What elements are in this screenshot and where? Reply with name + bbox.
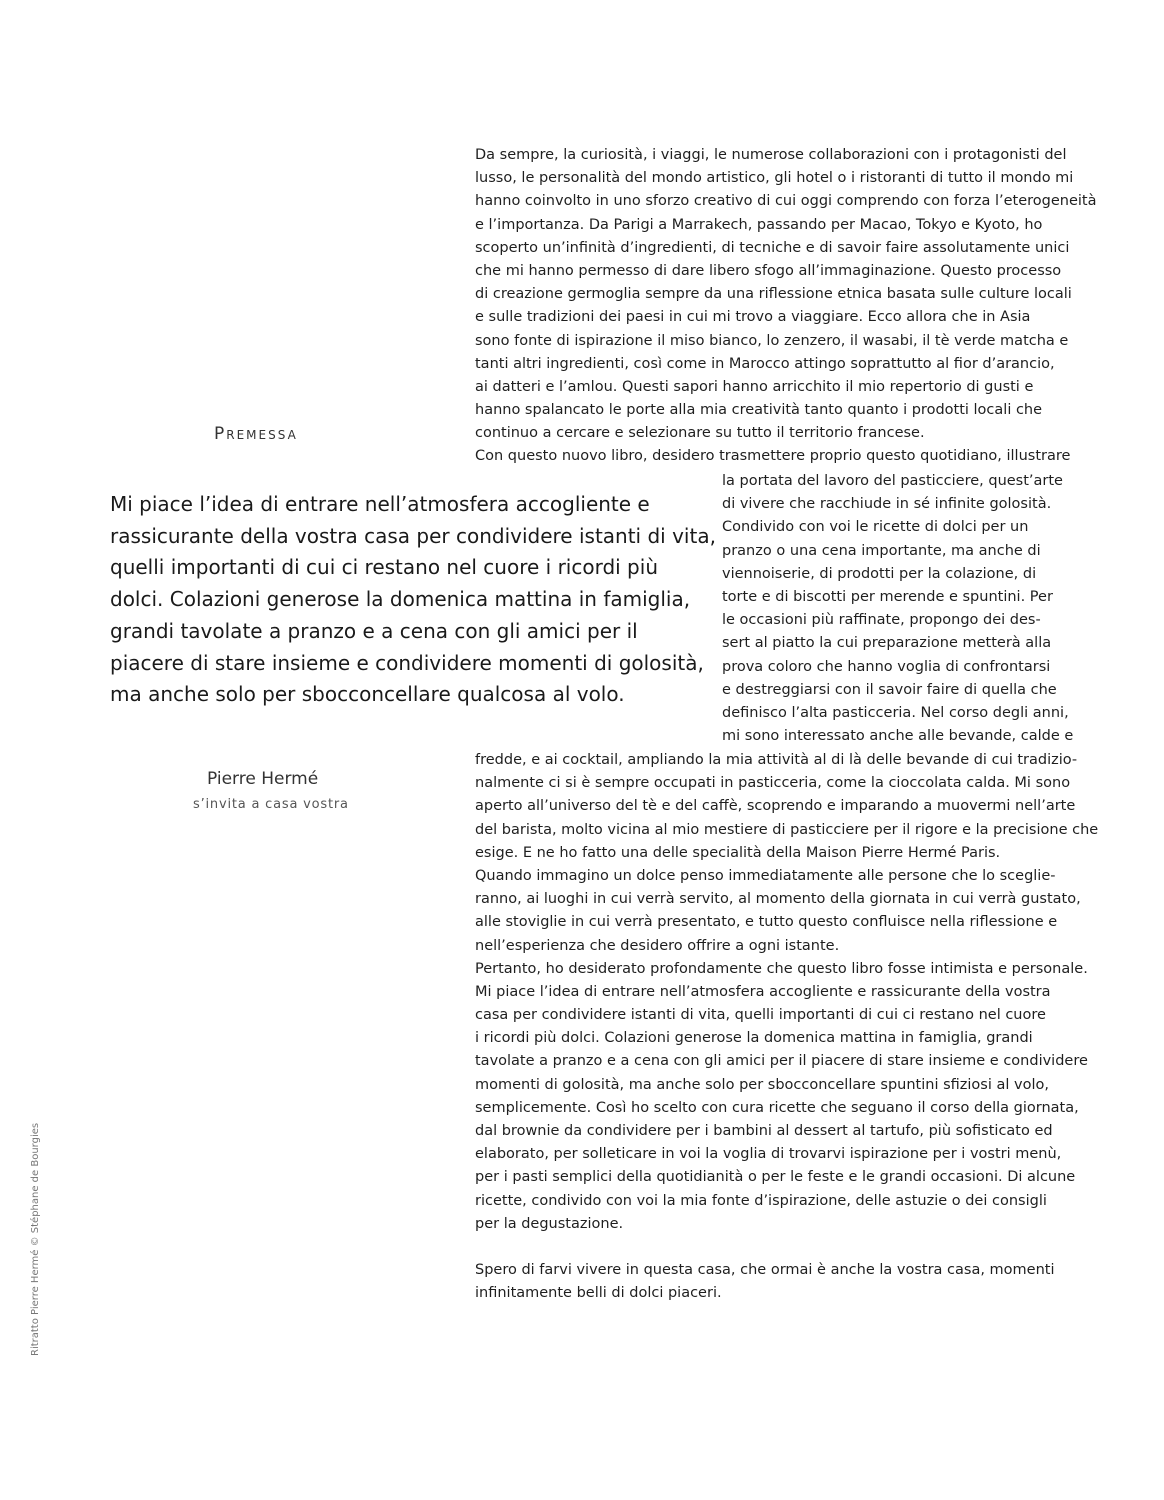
body-line: per la degustazione. <box>475 1215 624 1232</box>
body-line: tavolate a pranzo e a cena con gli amici per il piacere di stare insieme e condividere <box>475 1053 1088 1070</box>
body-line: sert al piatto la cui preparazione metterà alla <box>722 635 1052 652</box>
pull-quote <box>110 489 720 711</box>
body-line: definisco l’alta pasticceria. Nel corso degli anni, <box>722 704 1069 721</box>
body-line: e l’importanza. Da Parigi a Marrakech, passando per Macao, Tokyo e Kyoto, ho <box>475 216 1043 233</box>
body-line: e sulle tradizioni dei paesi in cui mi trovo a viaggiare. Ecco allora che in Asia <box>475 309 1031 326</box>
quote-line: rassicurante della vostra casa per condividere istanti di vita, <box>110 523 716 548</box>
body-line: infinitamente belli di dolci piaceri. <box>475 1285 722 1302</box>
body-line: di vivere che racchiude in sé infinite golosità. <box>722 496 1052 513</box>
body-line: elaborato, per solleticare in voi la voglia di trovarvi ispirazione per i vostri menù, <box>475 1146 1062 1163</box>
body-line: di creazione germoglia sempre da una riflessione etnica basata sulle culture locali <box>475 286 1072 303</box>
body-line: nalmente ci si è sempre occupati in pasticceria, come la cioccolata calda. Mi sono <box>475 775 1071 792</box>
body-line: prova coloro che hanno voglia di confrontarsi <box>722 658 1051 675</box>
quote-line: ma anche solo per sbocconcellare qualcosa al volo. <box>110 682 625 707</box>
body-line: Spero di farvi vivere in questa casa, che ormai è anche la vostra casa, momenti <box>475 1262 1055 1278</box>
body-line: Quando immagino un dolce penso immediatamente alle persone che lo sceglie- <box>475 867 1056 884</box>
body-line: ricette, condivido con voi la mia fonte d’ispirazione, delle astuzie o dei consigli <box>475 1192 1047 1209</box>
body-line: pranzo o una cena importante, ma anche di <box>722 542 1041 559</box>
body-line: esige. E ne ho fatto una delle specialità della Maison Pierre Hermé Paris. <box>475 844 1001 861</box>
body-line: continuo a cercare e selezionare su tutto il territorio francese. <box>475 425 925 442</box>
quote-line: dolci. Colazioni generose la domenica mattina in famiglia, <box>110 587 691 612</box>
body-line: sono fonte di ispirazione il miso bianco, lo zenzero, il wasabi, il tè verde matcha e <box>475 332 1069 349</box>
body-text-block-1 <box>475 144 1096 469</box>
body-line: nell’esperienza che desidero offrire a ogni istante. <box>475 937 840 954</box>
body-line: Mi piace l’idea di entrare nell’atmosfera accogliente e rassicurante della vostra <box>475 983 1051 1000</box>
body-line: momenti di golosità, ma anche solo per sbocconcellare spuntini sfiziosi al volo, <box>475 1076 1049 1093</box>
body-line: e destreggiarsi con il savoir faire di quella che <box>722 681 1057 698</box>
quote-line: piacere di stare insieme e condividere momenti di golosità, <box>110 650 704 675</box>
body-line: torte e di biscotti per merende e spuntini. Per <box>722 588 1053 605</box>
body-line: alle stoviglie in cui verrà presentato, e tutto questo confluisce nella riflessione e <box>475 914 1058 931</box>
photo-credit: Ritratto Pierre Hermé © Stéphane de Bourgies <box>30 1122 41 1356</box>
author-name: Pierre Hermé <box>207 769 319 789</box>
body-line: Pertanto, ho desiderato profondamente che questo libro fosse intimista e personale. <box>475 960 1088 977</box>
body-line: semplicemente. Così ho scelto con cura ricette che seguano il corso della giornata, <box>475 1099 1079 1116</box>
author-subtitle: s’invita a casa vostra <box>193 797 349 812</box>
body-text-block-4 <box>475 1259 1055 1305</box>
body-text-block-2 <box>722 470 1073 748</box>
body-line: lusso, le personalità del mondo artistico, gli hotel o i ristoranti di tutto il mondo mi <box>475 170 1074 187</box>
body-line: casa per condividere istanti di vita, quelli importanti di cui ci restano nel cuore <box>475 1007 1046 1024</box>
body-line: che mi hanno permesso di dare libero sfogo all’immaginazione. Questo processo <box>475 262 1062 279</box>
body-line: Con questo nuovo libro, desidero trasmettere proprio questo quotidiano, illustrare <box>475 448 1071 465</box>
section-heading: Premessa <box>214 424 298 444</box>
body-text-block-3 <box>475 749 1098 1236</box>
body-line: ai datteri e l’amlou. Questi sapori hanno arricchito il mio repertorio di gusti e <box>475 378 1034 395</box>
body-line: Condivido con voi le ricette di dolci per un <box>722 519 1029 536</box>
body-line: scoperto un’infinità d’ingredienti, di tecniche e di savoir faire assolutamente unici <box>475 239 1070 256</box>
body-line: le occasioni più raffinate, propongo dei des- <box>722 612 1041 629</box>
body-line: fredde, e ai cocktail, ampliando la mia attività al di là delle bevande di cui tradizio- <box>475 752 1078 768</box>
body-line: la portata del lavoro del pasticciere, quest’arte <box>722 473 1063 489</box>
body-line: per i pasti semplici della quotidianità o per le feste e le grandi occasioni. Di alcune <box>475 1169 1076 1186</box>
body-line: i ricordi più dolci. Colazioni generose la domenica mattina in famiglia, grandi <box>475 1030 1033 1047</box>
body-line: ranno, ai luoghi in cui verrà servito, al momento della giornata in cui verrà gustato, <box>475 891 1081 908</box>
body-line: tanti altri ingredienti, così come in Marocco attingo soprattutto al fior d’arancio, <box>475 355 1055 372</box>
body-line: dal brownie da condividere per i bambini al dessert al tartufo, più sofisticato ed <box>475 1123 1053 1139</box>
body-line: hanno spalancato le porte alla mia creatività tanto quanto i prodotti locali che <box>475 402 1043 419</box>
body-line: aperto all’universo del tè e del caffè, scoprendo e imparando a muovermi nell’arte <box>475 798 1076 815</box>
quote-line: grandi tavolate a pranzo e a cena con gli amici per il <box>110 618 638 643</box>
quote-line: Mi piace l’idea di entrare nell’atmosfera accogliente e <box>110 492 650 516</box>
body-line: hanno coinvolto in uno sforzo creativo di cui oggi comprendo con forza l’eterogeneità <box>475 193 1097 210</box>
body-line: del barista, molto vicina al mio mestiere di pasticciere per il rigore e la precisione che <box>475 821 1099 838</box>
body-line: Da sempre, la curiosità, i viaggi, le numerose collaborazioni con i protagonisti del <box>475 147 1067 163</box>
quote-line: quelli importanti di cui ci restano nel cuore i ricordi più <box>110 555 658 580</box>
body-line: mi sono interessato anche alle bevande, calde e <box>722 728 1074 745</box>
body-line: viennoiserie, di prodotti per la colazione, di <box>722 565 1037 582</box>
